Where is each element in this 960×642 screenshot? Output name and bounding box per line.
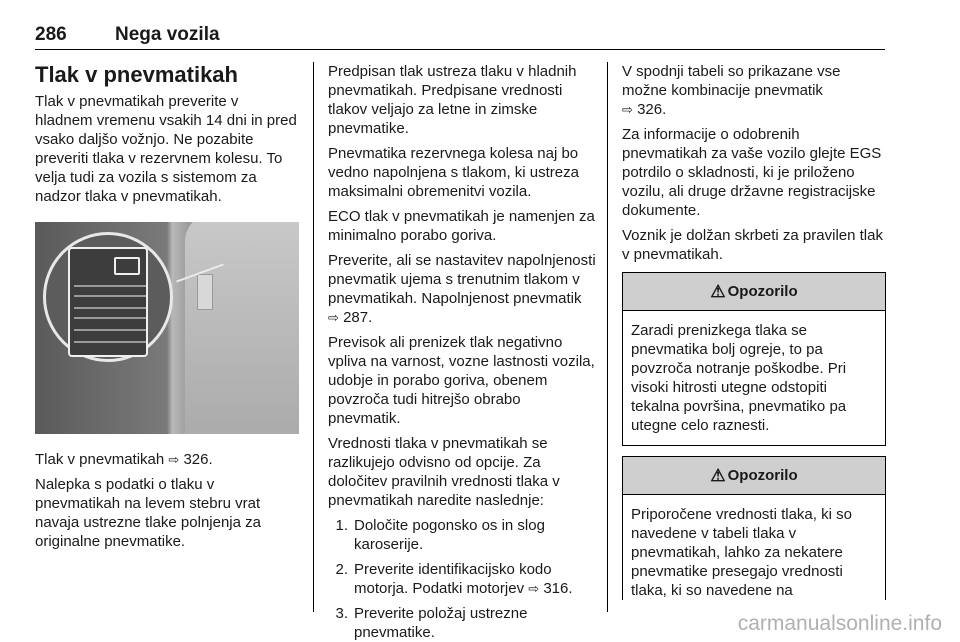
- page-reference-link[interactable]: 316.: [543, 580, 573, 597]
- column-divider: [313, 62, 314, 612]
- paragraph: Tlak v pnevmatikah preverite v hladnem vremenu vsakih 14 dni in pred vsako daljšo vožnjo. Ne pozabite preveriti tlaka v rezervnem kolesu. To velja tudi za vozila s sistemom za nadzor tlaka v pnevmatikah.: [35, 93, 297, 205]
- column-2: [328, 62, 596, 642]
- page-reference-link[interactable]: 326.: [637, 101, 667, 118]
- paragraph: Preverite, ali se nastavitev napolnjenosti pnevmatik ujema s trenutnim tlakom v pnevmatikah. Napolnjenost pnevmatik ⇨ 287.: [328, 252, 596, 326]
- steps-list: [328, 516, 596, 642]
- paragraph: Predpisan tlak ustreza tlaku v hladnih pnevmatikah. Predpisane vrednosti tlakov veljajo za letne in zimske pnevmatike.: [328, 63, 577, 137]
- ref-arrow-icon: ⇨: [528, 581, 540, 596]
- warning-header: ⚠ Opozorilo: [623, 457, 885, 495]
- warning-triangle-icon: ⚠: [710, 466, 726, 485]
- warning-header: ⚠ Opozorilo: [623, 273, 885, 311]
- ref-arrow-icon: ⇨: [622, 102, 633, 117]
- door-pillar: [185, 222, 299, 434]
- page-header: [35, 20, 885, 52]
- figure-caption: Tlak v pnevmatikah ⇨ 326.: [35, 451, 213, 468]
- warning-triangle-icon: ⚠: [710, 282, 726, 301]
- column-divider: [607, 62, 608, 612]
- paragraph: Pnevmatika rezervnega kolesa naj bo vedno napolnjena s tlakom, ki ustreza maksimalni obremenitvi vozila.: [328, 145, 579, 200]
- paragraph: V spodnji tabeli so prikazane vse možne kombinacije pnevmatik ⇨ 326.: [622, 63, 841, 118]
- manual-book-icon: [114, 257, 140, 275]
- page-reference-link[interactable]: 326.: [183, 451, 213, 468]
- paragraph: Za informacije o odobrenih pnevmatikah za vaše vozilo glejte EGS potrdilo o skladnosti, ki je priloženo vozilu, ali druge državne registracijske dokumente.: [622, 126, 882, 219]
- warning-box: [622, 272, 886, 446]
- paragraph: Previsok ali prenizek tlak negativno vpliva na varnost, vozne lastnosti vozila, udobje in porabo goriva, obenem povzroča tudi hitrejšo obrabo pnevmatik.: [328, 334, 595, 427]
- paragraph: ECO tlak v pnevmatikah je namenjen za minimalno porabo goriva.: [328, 208, 595, 244]
- magnified-label: [43, 232, 173, 362]
- list-item: 1. Določite pogonsko os in slog karoserije.: [335, 517, 545, 553]
- warning-box: [622, 456, 886, 600]
- watermark: carmanualsonline.info: [737, 612, 942, 635]
- page-number: 286: [35, 24, 67, 45]
- pillar-sticker: [197, 274, 213, 310]
- tire-label-icon: [68, 247, 148, 357]
- column-3: [622, 62, 886, 610]
- ref-arrow-icon: ⇨: [168, 452, 180, 467]
- warning-body: Zaradi prenizkega tlaka se pnevmatika bolj ogreje, to pa povzroča notranje poškodbe. Pri visoki hitrosti utegne odstopiti tekalna površina, pnevmatiko pa utegne celo raznesti.: [631, 322, 847, 434]
- paragraph: Nalepka s podatki o tlaku v pnevmatikah na levem stebru vrat navaja ustrezne tlake polnjenja za originalne pnevmatike.: [35, 476, 261, 550]
- list-item: 2. Preverite identifikacijsko kodo motorja. Podatki motorjev ⇨ 316.: [335, 561, 573, 597]
- tire-pressure-label-figure: [35, 222, 299, 434]
- column-1: [35, 62, 300, 557]
- header-rule: [35, 49, 885, 50]
- page-reference-link[interactable]: 287.: [343, 309, 373, 326]
- running-title: Nega vozila: [115, 24, 220, 45]
- paragraph: Voznik je dolžan skrbeti za pravilen tlak v pnevmatikah.: [622, 227, 883, 263]
- paragraph: Vrednosti tlaka v pnevmatikah se razlikujejo odvisno od opcije. Za določitev pravilnih vrednosti tlaka v pnevmatikah naredite naslednje:: [328, 435, 560, 509]
- ref-arrow-icon: ⇨: [328, 310, 339, 325]
- warning-body: Priporočene vrednosti tlaka, ki so navedene v tabeli tlaka v pnevmatikah, lahko za nekatere pnevmatike presegajo vrednosti tlaka, ki so navedene na: [631, 506, 852, 599]
- list-item: 3. Preverite položaj ustrezne pnevmatike.: [335, 605, 528, 641]
- section-title: Tlak v pnevmatikah: [35, 62, 238, 87]
